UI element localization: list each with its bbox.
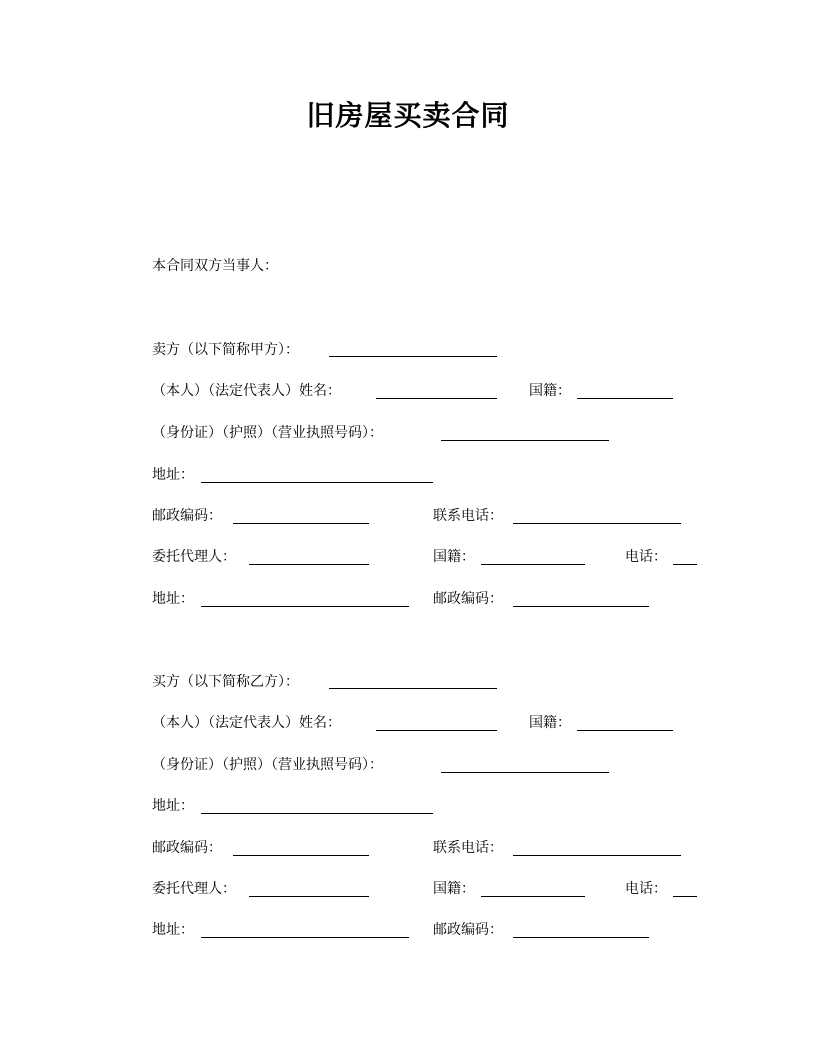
document-title: 旧房屋买卖合同 — [306, 99, 510, 132]
seller-agent-phone-field[interactable] — [673, 564, 697, 565]
seller-nationality-field[interactable] — [577, 398, 673, 399]
buyer-agent-nationality-field[interactable] — [481, 896, 585, 897]
seller-agent-label: 委托代理人： — [152, 549, 236, 565]
buyer-agent-nationality-label: 国籍： — [433, 881, 475, 897]
buyer-agent-phone-label: 电话： — [625, 881, 667, 897]
buyer-agent-postcode-label: 邮政编码： — [433, 922, 503, 938]
seller-agent-postcode-label: 邮政编码： — [433, 591, 503, 607]
seller-agent-phone-label: 电话： — [625, 549, 667, 565]
seller-postcode-field[interactable] — [233, 523, 369, 524]
buyer-nationality-field[interactable] — [577, 730, 673, 731]
seller-agent-address-field[interactable] — [201, 606, 409, 607]
buyer-address-field[interactable] — [201, 813, 433, 814]
seller-name-field[interactable] — [329, 356, 497, 357]
seller-postcode-label: 邮政编码： — [152, 508, 222, 524]
buyer-contact-phone-label: 联系电话： — [433, 840, 503, 856]
seller-address-field[interactable] — [201, 482, 433, 483]
buyer-agent-field[interactable] — [249, 896, 369, 897]
buyer-id-field[interactable] — [441, 772, 609, 773]
buyer-heading: 买方（以下简称乙方）： — [152, 674, 299, 690]
buyer-postcode-field[interactable] — [233, 855, 369, 856]
seller-person-name-field[interactable] — [376, 398, 497, 399]
intro-text: 本合同双方当事人： — [152, 258, 278, 274]
seller-id-field[interactable] — [441, 440, 609, 441]
seller-agent-address-label: 地址： — [152, 591, 194, 607]
seller-agent-postcode-field[interactable] — [513, 606, 649, 607]
seller-heading: 卖方（以下简称甲方）： — [152, 342, 299, 358]
buyer-agent-postcode-field[interactable] — [513, 937, 649, 938]
seller-address-label: 地址： — [152, 467, 194, 483]
buyer-address-label: 地址： — [152, 798, 194, 814]
buyer-contact-phone-field[interactable] — [513, 855, 681, 856]
buyer-postcode-label: 邮政编码： — [152, 840, 222, 856]
seller-nationality-label: 国籍： — [529, 383, 571, 399]
buyer-nationality-label: 国籍： — [529, 715, 571, 731]
seller-contact-phone-label: 联系电话： — [433, 508, 503, 524]
buyer-id-label: （身份证）（护照）（营业执照号码）： — [152, 757, 383, 773]
buyer-agent-address-field[interactable] — [201, 937, 409, 938]
seller-name-label: （本人）（法定代表人）姓名： — [152, 383, 341, 399]
buyer-name-field[interactable] — [329, 688, 497, 689]
seller-contact-phone-field[interactable] — [513, 523, 681, 524]
buyer-agent-phone-field[interactable] — [673, 896, 697, 897]
buyer-agent-label: 委托代理人： — [152, 881, 236, 897]
seller-agent-nationality-label: 国籍： — [433, 549, 475, 565]
seller-agent-field[interactable] — [249, 564, 369, 565]
seller-id-label: （身份证）（护照）（营业执照号码）： — [152, 425, 383, 441]
buyer-person-name-field[interactable] — [376, 730, 497, 731]
seller-agent-nationality-field[interactable] — [481, 564, 585, 565]
buyer-agent-address-label: 地址： — [152, 922, 194, 938]
buyer-name-label: （本人）（法定代表人）姓名： — [152, 715, 341, 731]
